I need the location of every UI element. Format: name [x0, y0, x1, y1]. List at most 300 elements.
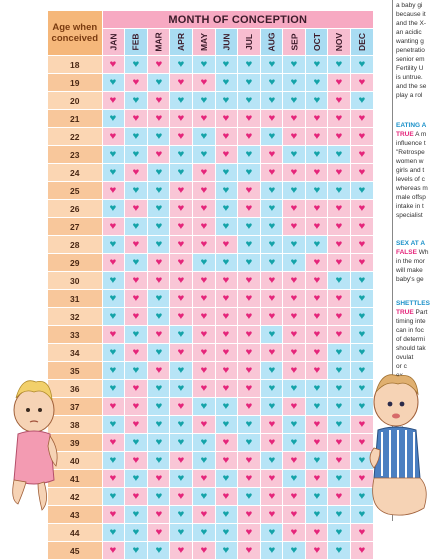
blue-heart-cell — [260, 218, 283, 236]
blue-heart-cell — [238, 164, 261, 182]
month-label: JUL — [243, 33, 254, 51]
pink-heart-cell — [170, 74, 193, 92]
blue-heart-cell — [305, 236, 328, 254]
blue-heart-cell — [147, 380, 170, 398]
blue-heart-cell — [215, 218, 238, 236]
blue-heart-cell — [351, 308, 374, 326]
blue-heart-icon: ♥ — [358, 274, 366, 286]
pink-heart-icon: ♥ — [335, 220, 343, 232]
pink-heart-cell — [305, 272, 328, 290]
pink-heart-icon: ♥ — [177, 202, 185, 214]
pink-heart-icon: ♥ — [290, 310, 298, 322]
blue-heart-cell — [351, 182, 374, 200]
pink-heart-cell — [125, 74, 148, 92]
pink-heart-icon: ♥ — [177, 454, 185, 466]
pink-heart-icon: ♥ — [177, 346, 185, 358]
blue-heart-icon: ♥ — [335, 544, 343, 556]
blue-heart-icon: ♥ — [222, 202, 230, 214]
pink-heart-icon: ♥ — [313, 544, 321, 556]
pink-heart-cell — [328, 128, 351, 146]
blue-heart-cell — [238, 434, 261, 452]
pink-heart-icon: ♥ — [109, 544, 117, 556]
table-row — [48, 146, 374, 164]
pink-heart-icon: ♥ — [335, 436, 343, 448]
blue-heart-icon: ♥ — [132, 472, 140, 484]
pink-heart-icon: ♥ — [132, 274, 140, 286]
blue-heart-icon: ♥ — [268, 526, 275, 538]
pink-heart-icon: ♥ — [132, 166, 140, 178]
pink-heart-icon: ♥ — [335, 490, 343, 502]
blue-heart-icon: ♥ — [290, 238, 298, 250]
blue-heart-icon: ♥ — [155, 382, 162, 394]
blue-heart-cell — [328, 524, 351, 542]
blue-heart-cell — [328, 362, 351, 380]
blue-heart-icon: ♥ — [290, 76, 298, 88]
pink-heart-icon: ♥ — [222, 454, 230, 466]
blue-heart-icon: ♥ — [222, 526, 230, 538]
pink-heart-icon: ♥ — [358, 436, 366, 448]
blue-heart-cell — [260, 254, 283, 272]
blue-heart-icon: ♥ — [268, 364, 275, 376]
pink-heart-cell — [260, 164, 283, 182]
age-cell: 19 — [48, 74, 102, 92]
sidebar-text-line: baby's ge — [396, 276, 424, 283]
blue-heart-icon: ♥ — [109, 454, 117, 466]
pink-heart-icon: ♥ — [200, 292, 208, 304]
pink-heart-icon: ♥ — [200, 472, 208, 484]
age-header-line1: Age when — [52, 22, 98, 33]
blue-heart-icon: ♥ — [155, 544, 162, 556]
sidebar-text-line: women w — [396, 158, 424, 165]
blue-heart-cell — [147, 416, 170, 434]
blue-heart-cell — [125, 542, 148, 560]
pink-heart-cell — [238, 470, 261, 488]
verdict-text: Part — [413, 309, 428, 316]
blue-heart-icon: ♥ — [132, 508, 140, 520]
pink-heart-icon: ♥ — [313, 472, 321, 484]
pink-heart-cell — [283, 452, 306, 470]
blue-heart-icon: ♥ — [268, 202, 275, 214]
sidebar-verdict-line — [396, 249, 429, 256]
age-cell: 37 — [48, 398, 102, 416]
pink-heart-cell — [238, 326, 261, 344]
table-row — [48, 200, 374, 218]
blue-heart-cell — [170, 92, 193, 110]
pink-heart-icon: ♥ — [313, 328, 321, 340]
pink-heart-cell — [283, 308, 306, 326]
blue-heart-icon: ♥ — [245, 76, 253, 88]
blue-heart-icon: ♥ — [177, 526, 185, 538]
pink-heart-cell — [305, 254, 328, 272]
blue-heart-cell — [125, 128, 148, 146]
table-row — [48, 218, 374, 236]
pink-heart-cell — [305, 110, 328, 128]
blue-heart-cell — [238, 416, 261, 434]
blue-heart-cell — [102, 200, 125, 218]
pink-heart-icon: ♥ — [290, 328, 298, 340]
table-row — [48, 470, 374, 488]
age-cell: 30 — [48, 272, 102, 290]
pink-heart-cell — [305, 308, 328, 326]
blue-heart-cell — [260, 182, 283, 200]
pink-heart-cell — [238, 200, 261, 218]
pink-heart-icon: ♥ — [335, 328, 343, 340]
pink-heart-icon: ♥ — [109, 508, 117, 520]
pink-heart-icon: ♥ — [290, 112, 298, 124]
pink-heart-icon: ♥ — [200, 202, 208, 214]
blue-heart-cell — [283, 542, 306, 560]
blue-heart-cell — [260, 128, 283, 146]
pink-heart-icon: ♥ — [200, 508, 208, 520]
blue-heart-icon: ♥ — [109, 418, 117, 430]
pink-heart-icon: ♥ — [245, 130, 253, 142]
pink-heart-icon: ♥ — [222, 274, 230, 286]
sidebar-text-line: "Retrospe — [396, 149, 425, 156]
blue-heart-icon: ♥ — [358, 58, 366, 70]
pink-heart-icon: ♥ — [268, 274, 275, 286]
pink-heart-icon: ♥ — [335, 202, 343, 214]
blue-heart-icon: ♥ — [109, 292, 117, 304]
pink-heart-icon: ♥ — [290, 508, 298, 520]
sidebar-text-line: Fertility U — [396, 65, 424, 72]
blue-heart-icon: ♥ — [245, 490, 253, 502]
blue-heart-cell — [147, 542, 170, 560]
pink-heart-icon: ♥ — [358, 112, 366, 124]
blue-heart-cell — [215, 92, 238, 110]
pink-heart-icon: ♥ — [290, 202, 298, 214]
blue-heart-cell — [238, 254, 261, 272]
pink-heart-cell — [260, 470, 283, 488]
pink-heart-icon: ♥ — [222, 436, 230, 448]
blue-heart-cell — [328, 542, 351, 560]
sidebar-text-line: play a rol — [396, 92, 423, 99]
sidebar-text-line: or c — [396, 363, 407, 370]
blue-heart-icon: ♥ — [268, 382, 275, 394]
pink-heart-cell — [328, 452, 351, 470]
pink-heart-cell — [305, 416, 328, 434]
blue-heart-cell — [170, 470, 193, 488]
pink-heart-cell — [125, 290, 148, 308]
pink-heart-cell — [215, 434, 238, 452]
pink-heart-cell — [328, 434, 351, 452]
pink-heart-cell — [283, 290, 306, 308]
blue-heart-cell — [192, 128, 215, 146]
pink-heart-cell — [351, 110, 374, 128]
blue-heart-cell — [170, 146, 193, 164]
pink-heart-icon: ♥ — [313, 112, 321, 124]
blue-heart-cell — [102, 344, 125, 362]
pink-heart-cell — [192, 200, 215, 218]
pink-heart-cell — [351, 164, 374, 182]
pink-heart-icon: ♥ — [155, 112, 162, 124]
blue-heart-icon: ♥ — [109, 274, 117, 286]
month-header-jul — [238, 29, 261, 56]
blue-heart-icon: ♥ — [268, 544, 275, 556]
pink-heart-icon: ♥ — [200, 310, 208, 322]
blue-heart-icon: ♥ — [335, 364, 343, 376]
pink-heart-cell — [170, 182, 193, 200]
age-cell: 21 — [48, 110, 102, 128]
sidebar-text-line: is untrue. — [396, 74, 423, 81]
blue-heart-icon: ♥ — [268, 58, 275, 70]
pink-heart-icon: ♥ — [177, 292, 185, 304]
sidebar-text-line: and the se — [396, 83, 427, 90]
blue-heart-cell — [305, 92, 328, 110]
pink-heart-icon: ♥ — [109, 256, 117, 268]
verdict-label: TRUE — [396, 309, 414, 316]
sidebar-text-line: whereas m — [396, 185, 428, 192]
pink-heart-icon: ♥ — [200, 112, 208, 124]
pink-heart-cell — [351, 218, 374, 236]
pink-heart-cell — [147, 524, 170, 542]
table-row — [48, 434, 374, 452]
conception-chart — [48, 11, 374, 556]
blue-heart-icon: ♥ — [200, 130, 208, 142]
blue-heart-cell — [192, 146, 215, 164]
pink-heart-cell — [238, 452, 261, 470]
pink-heart-icon: ♥ — [245, 328, 253, 340]
pink-heart-icon: ♥ — [268, 112, 275, 124]
blue-heart-icon: ♥ — [132, 256, 140, 268]
pink-heart-cell — [215, 236, 238, 254]
pink-heart-icon: ♥ — [335, 166, 343, 178]
pink-heart-cell — [192, 218, 215, 236]
blue-heart-cell — [170, 524, 193, 542]
pink-heart-icon: ♥ — [200, 544, 208, 556]
age-cell: 39 — [48, 434, 102, 452]
pink-heart-icon: ♥ — [177, 544, 185, 556]
pink-heart-cell — [125, 110, 148, 128]
pink-heart-icon: ♥ — [290, 526, 298, 538]
blue-heart-cell — [260, 362, 283, 380]
blue-heart-cell — [170, 416, 193, 434]
pink-heart-cell — [192, 290, 215, 308]
pink-heart-cell — [170, 218, 193, 236]
pink-heart-icon: ♥ — [155, 274, 162, 286]
pink-heart-cell — [260, 488, 283, 506]
blue-heart-icon: ♥ — [222, 184, 230, 196]
month-label: MAY — [198, 32, 209, 52]
pink-heart-icon: ♥ — [245, 184, 253, 196]
pink-heart-icon: ♥ — [268, 508, 275, 520]
pink-heart-icon: ♥ — [132, 310, 140, 322]
sidebar-section-heading: SHETTLES — [396, 300, 430, 307]
pink-heart-cell — [238, 290, 261, 308]
pink-heart-cell — [102, 128, 125, 146]
blue-heart-cell — [102, 146, 125, 164]
pink-heart-icon: ♥ — [132, 490, 140, 502]
pink-heart-icon: ♥ — [290, 274, 298, 286]
table-row — [48, 110, 374, 128]
blue-heart-cell — [328, 344, 351, 362]
pink-heart-cell — [170, 542, 193, 560]
pink-heart-cell — [102, 92, 125, 110]
pink-heart-cell — [215, 488, 238, 506]
blue-heart-icon: ♥ — [313, 490, 321, 502]
blue-heart-icon: ♥ — [109, 346, 117, 358]
pink-heart-icon: ♥ — [132, 400, 140, 412]
age-cell: 36 — [48, 380, 102, 398]
pink-heart-icon: ♥ — [132, 454, 140, 466]
pink-heart-icon: ♥ — [177, 238, 185, 250]
chart-title: MONTH OF CONCEPTION — [102, 11, 373, 29]
pink-heart-cell — [192, 110, 215, 128]
blue-heart-cell — [215, 416, 238, 434]
blue-heart-cell — [351, 344, 374, 362]
pink-heart-cell — [283, 524, 306, 542]
pink-heart-cell — [283, 398, 306, 416]
blue-heart-icon: ♥ — [109, 310, 117, 322]
pink-heart-cell — [328, 164, 351, 182]
month-label: APR — [176, 33, 187, 51]
blue-heart-icon: ♥ — [132, 544, 140, 556]
blue-heart-icon: ♥ — [290, 436, 298, 448]
blue-heart-cell — [170, 56, 193, 74]
blue-heart-cell — [215, 164, 238, 182]
blue-heart-icon: ♥ — [177, 94, 185, 106]
pink-heart-cell — [328, 92, 351, 110]
blue-heart-cell — [215, 74, 238, 92]
blue-heart-icon: ♥ — [358, 346, 366, 358]
pink-heart-icon: ♥ — [290, 454, 298, 466]
verdict-text: Wh — [416, 249, 429, 256]
table-row — [48, 362, 374, 380]
blue-heart-cell — [305, 398, 328, 416]
pink-heart-icon: ♥ — [358, 166, 366, 178]
blue-heart-icon: ♥ — [155, 436, 162, 448]
pink-heart-cell — [147, 326, 170, 344]
pink-heart-icon: ♥ — [222, 292, 230, 304]
blue-heart-icon: ♥ — [335, 526, 343, 538]
blue-heart-cell — [328, 146, 351, 164]
pink-heart-cell — [192, 416, 215, 434]
blue-heart-cell — [260, 542, 283, 560]
blue-heart-cell — [351, 272, 374, 290]
blue-heart-icon: ♥ — [177, 472, 185, 484]
blue-heart-icon: ♥ — [290, 418, 298, 430]
pink-heart-cell — [238, 308, 261, 326]
age-cell: 41 — [48, 470, 102, 488]
blue-heart-cell — [125, 92, 148, 110]
blue-heart-cell — [147, 236, 170, 254]
blue-heart-icon: ♥ — [177, 166, 185, 178]
pink-heart-icon: ♥ — [358, 76, 366, 88]
pink-heart-icon: ♥ — [290, 400, 298, 412]
pink-heart-icon: ♥ — [268, 490, 275, 502]
sidebar-text-line: male offsp — [396, 194, 426, 201]
pink-heart-cell — [238, 524, 261, 542]
blue-heart-cell — [215, 182, 238, 200]
blue-heart-icon: ♥ — [245, 148, 253, 160]
pink-heart-cell — [283, 200, 306, 218]
pink-heart-cell — [283, 344, 306, 362]
month-label: FEB — [130, 33, 141, 51]
blue-heart-cell — [283, 380, 306, 398]
pink-heart-icon: ♥ — [200, 364, 208, 376]
pink-heart-icon: ♥ — [200, 184, 208, 196]
blue-heart-icon: ♥ — [155, 400, 162, 412]
pink-heart-cell — [170, 254, 193, 272]
blue-heart-icon: ♥ — [109, 76, 117, 88]
blue-heart-icon: ♥ — [290, 184, 298, 196]
blue-heart-cell — [170, 326, 193, 344]
pink-heart-icon: ♥ — [109, 436, 117, 448]
pink-heart-icon: ♥ — [109, 220, 117, 232]
age-cell: 22 — [48, 128, 102, 146]
pink-heart-icon: ♥ — [109, 130, 117, 142]
pink-heart-cell — [170, 344, 193, 362]
pink-heart-cell — [328, 110, 351, 128]
blue-heart-icon: ♥ — [177, 58, 185, 70]
blue-heart-cell — [351, 92, 374, 110]
pink-heart-cell — [305, 200, 328, 218]
pink-heart-icon: ♥ — [177, 256, 185, 268]
pink-heart-icon: ♥ — [177, 130, 185, 142]
blue-heart-cell — [192, 434, 215, 452]
age-cell: 23 — [48, 146, 102, 164]
age-cell: 25 — [48, 182, 102, 200]
blue-heart-icon: ♥ — [155, 184, 162, 196]
blue-heart-icon: ♥ — [177, 436, 185, 448]
pink-heart-icon: ♥ — [132, 292, 140, 304]
month-header-jan — [102, 29, 125, 56]
pink-heart-icon: ♥ — [268, 166, 275, 178]
blue-heart-cell — [283, 470, 306, 488]
blue-heart-cell — [147, 308, 170, 326]
table-row — [48, 488, 374, 506]
blue-heart-cell — [305, 182, 328, 200]
blue-heart-icon: ♥ — [200, 94, 208, 106]
pink-heart-cell — [351, 146, 374, 164]
pink-heart-cell — [351, 524, 374, 542]
blue-heart-icon: ♥ — [177, 382, 185, 394]
blue-heart-cell — [215, 56, 238, 74]
blue-heart-cell — [351, 326, 374, 344]
blue-heart-icon: ♥ — [268, 130, 275, 142]
pink-heart-icon: ♥ — [177, 310, 185, 322]
month-header-feb — [125, 29, 148, 56]
table-row — [48, 326, 374, 344]
blue-heart-cell — [102, 74, 125, 92]
table-row — [48, 56, 374, 74]
blue-heart-icon: ♥ — [222, 472, 230, 484]
blue-heart-icon: ♥ — [132, 130, 140, 142]
blue-heart-icon: ♥ — [222, 256, 230, 268]
pink-heart-icon: ♥ — [222, 112, 230, 124]
blue-heart-icon: ♥ — [245, 418, 253, 430]
pink-heart-cell — [238, 398, 261, 416]
blue-heart-cell — [260, 236, 283, 254]
blue-heart-cell — [170, 362, 193, 380]
blue-heart-icon: ♥ — [109, 364, 117, 376]
blue-heart-icon: ♥ — [268, 76, 275, 88]
sidebar-verdict-line — [396, 131, 426, 138]
month-label: MAR — [153, 32, 164, 52]
pink-heart-icon: ♥ — [245, 292, 253, 304]
pink-heart-icon: ♥ — [222, 382, 230, 394]
blue-heart-cell — [192, 398, 215, 416]
blue-heart-icon: ♥ — [313, 454, 321, 466]
blue-heart-icon: ♥ — [335, 274, 343, 286]
pink-heart-cell — [305, 128, 328, 146]
pink-heart-cell — [147, 470, 170, 488]
pink-heart-cell — [125, 452, 148, 470]
blue-heart-icon: ♥ — [245, 238, 253, 250]
blue-heart-cell — [102, 110, 125, 128]
pink-heart-cell — [170, 128, 193, 146]
blue-heart-icon: ♥ — [335, 418, 343, 430]
baby-boy-illustration — [368, 368, 435, 521]
